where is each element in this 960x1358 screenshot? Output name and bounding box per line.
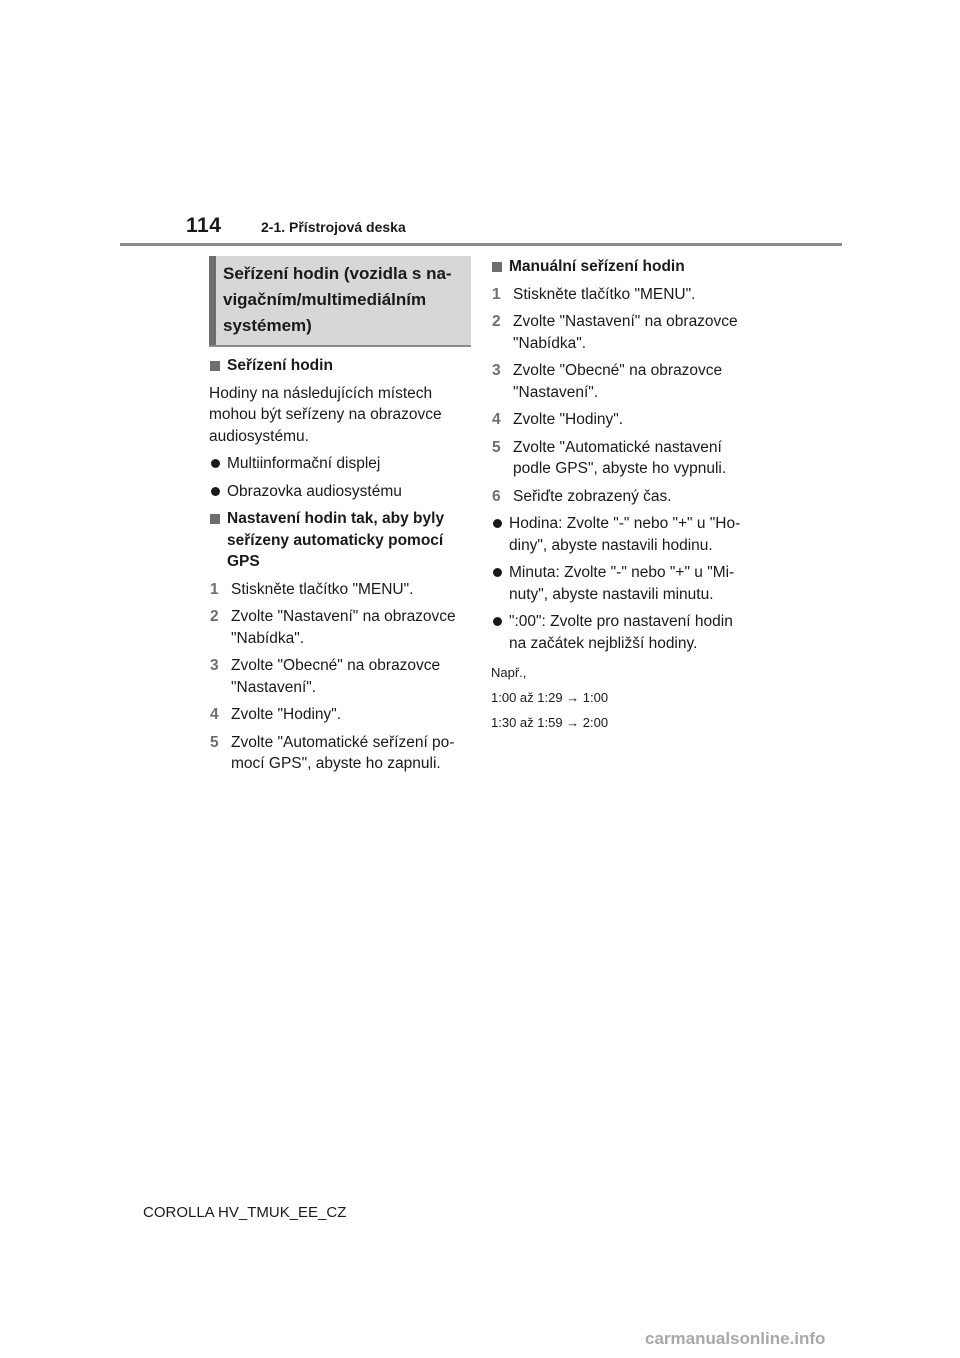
bullet-item: [491, 513, 753, 556]
bullet-item: Obrazovka audiosystému: [209, 481, 471, 503]
step-number: 1: [210, 580, 219, 598]
text-line: Zvolte "Automatické nastavení: [513, 438, 722, 456]
heading-line: systémem): [223, 316, 312, 335]
step-number: 4: [210, 706, 219, 723]
subheading-clock-adjust: Seřízení hodin: [209, 355, 471, 377]
bullet-item: [491, 611, 753, 654]
section-heading-box: [209, 256, 471, 347]
text-line: Minuta: Zvolte "-" nebo "+" u "Mi-: [509, 564, 735, 581]
text-line: Stiskněte tlačítko "MENU".: [513, 285, 696, 303]
text-line: Zvolte "Hodiny".: [513, 411, 624, 428]
text-line: Hodina: Zvolte "-" nebo "+" u "Ho-: [509, 515, 741, 532]
step-number: 5: [210, 733, 219, 751]
text-line: Zvolte "Nastavení" na obrazovce: [231, 608, 456, 625]
text-line: na začátek nejbližší hodiny.: [509, 634, 698, 652]
header-divider: [120, 243, 842, 246]
text-line: audiosystému.: [209, 427, 309, 445]
step-item: [209, 579, 471, 601]
text-line: Hodiny na následujících místech: [209, 384, 433, 402]
subheading-gps-adjust: [209, 508, 471, 573]
text-line: GPS: [227, 553, 260, 570]
text-line: Zvolte "Automatické seřízení po-: [231, 733, 455, 751]
text-line: Zvolte "Nastavení" na obrazovce: [513, 313, 738, 330]
step-item: [491, 486, 753, 508]
page-number: 114: [186, 214, 222, 237]
text-line: seřízeny automaticky pomocí: [227, 531, 444, 549]
example-label: Např.,: [491, 665, 527, 680]
step-number: 5: [492, 438, 501, 456]
heading-line: Seřízení hodin (vozidla s na-: [223, 264, 452, 283]
bullet-item: [491, 562, 753, 605]
right-column: [491, 256, 753, 739]
text-line: Stiskněte tlačítko "MENU".: [231, 580, 414, 598]
step-item: [491, 437, 753, 480]
text-line: Seřiďte zobrazený čas.: [513, 487, 672, 505]
step-item: [491, 311, 753, 354]
text-line: Zvolte "Hodiny".: [231, 706, 342, 723]
text-line: mohou být seřízeny na obrazovce: [209, 406, 442, 423]
text-line: Zvolte "Obecné" na obrazovce: [513, 362, 723, 379]
step-number: 4: [492, 411, 501, 428]
watermark: carmanualsonline.info: [645, 1329, 826, 1348]
text-line: ":00": Zvolte pro nastavení hodin: [509, 613, 733, 630]
example-line: 1:00 až 1:29 → 1:00: [491, 690, 609, 705]
text-line: Zvolte "Obecné" na obrazovce: [231, 657, 441, 674]
step-item: [209, 606, 471, 649]
step-item: [491, 284, 753, 306]
bullet-item: Multiinformační displej: [209, 453, 471, 475]
text-line: "Nabídka".: [231, 629, 305, 647]
text-line: "Nabídka".: [513, 334, 587, 352]
text-line: mocí GPS", abyste ho zapnuli.: [231, 755, 441, 772]
step-number: 3: [492, 362, 501, 379]
text-line: podle GPS", abyste ho vypnuli.: [513, 460, 727, 477]
subheading-manual-adjust: Manuální seřízení hodin: [491, 256, 753, 278]
text-line: "Nastavení".: [513, 383, 599, 401]
text-line: "Nastavení".: [231, 678, 317, 696]
step-item: [491, 409, 753, 431]
intro-paragraph: [209, 383, 471, 448]
step-item: [209, 655, 471, 698]
step-item: [209, 732, 471, 775]
step-number: 1: [492, 285, 501, 303]
example-line: 1:30 až 1:59 → 2:00: [491, 715, 609, 730]
section-title: 2-1. Přístrojová deska: [261, 219, 406, 235]
left-column: [209, 256, 471, 781]
heading-line: vigačním/multimediálním: [223, 290, 427, 309]
step-number: 3: [210, 657, 219, 674]
step-number: 6: [492, 487, 501, 505]
footer-model-code: COROLLA HV_TMUK_EE_CZ: [143, 1204, 347, 1221]
step-number: 2: [210, 608, 219, 625]
step-item: [209, 704, 471, 726]
step-item: [491, 360, 753, 403]
text-line: Nastavení hodin tak, aby byly: [227, 510, 445, 527]
step-number: 2: [492, 313, 501, 330]
text-line: nuty", abyste nastavili minutu.: [509, 585, 714, 603]
text-line: diny", abyste nastavili hodinu.: [509, 536, 713, 554]
